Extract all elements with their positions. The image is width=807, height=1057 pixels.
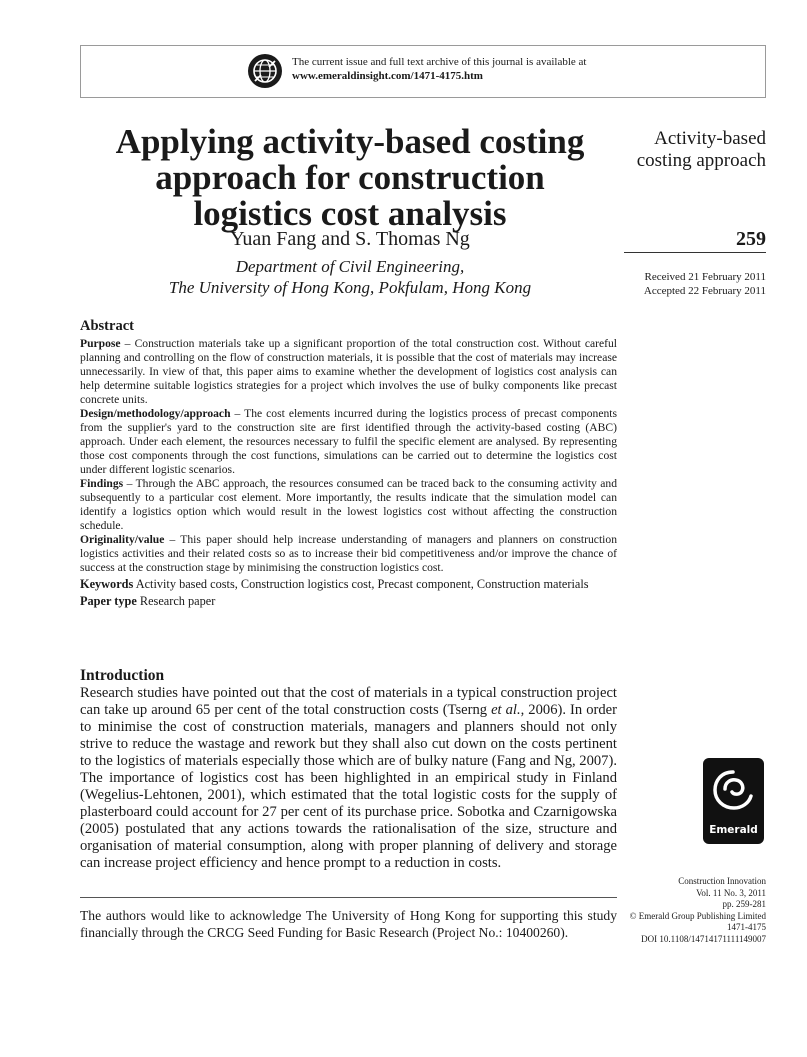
banner-line-1: The current issue and full text archive of this journal is available at	[292, 56, 587, 68]
title-line-2: approach for construction	[155, 158, 545, 197]
abstract-section	[80, 318, 617, 608]
received-date: Received 21 February 2011	[644, 271, 766, 283]
title-line-1: Applying activity-based costing	[115, 122, 585, 161]
intro-etal: et al.	[491, 702, 521, 718]
abstract-originality	[80, 533, 617, 575]
paper-type	[80, 594, 617, 608]
purpose-text: – Construction materials take up a significant proportion of the total construction cost. Without careful planning and controlling on the flow of construction materials, it is possible that the cost of materials may increase unnecessarily. In view of that, this paper aims to examine whether the development of logistics cost analysis can help determine suitable logistics strategies for a project which involves the use of bulky components like precast concrete units.	[80, 337, 617, 406]
journal-info	[630, 876, 766, 945]
authors: Yuan Fang and S. Thomas Ng	[230, 228, 470, 250]
findings-label: Findings	[80, 477, 124, 490]
keywords	[80, 577, 617, 591]
paper-title	[80, 124, 620, 232]
emerald-e-icon	[703, 758, 764, 820]
introduction-body	[80, 685, 617, 872]
journal-doi: DOI 10.1108/14714171111149007	[641, 933, 766, 944]
acknowledgement-footnote: The authors would like to acknowledge The University of Hong Kong for supporting this study financially through the CRCG Seed Funding for Basic Research (Project No.: 10400260).	[80, 908, 617, 940]
journal-name: Construction Innovation	[678, 876, 766, 886]
title-line-3: logistics cost analysis	[193, 194, 507, 233]
papertype-label: Paper type	[80, 594, 137, 608]
keywords-text: Activity based costs, Construction logistics cost, Precast component, Construction materials	[133, 577, 589, 591]
footnote-divider	[80, 897, 617, 898]
design-label: Design/methodology/approach	[80, 407, 231, 420]
banner-url-link[interactable]: www.emeraldinsight.com/1471-4175.htm	[292, 70, 483, 82]
findings-text: – Through the ABC approach, the resources consumed can be traced back to the consuming activity and subsequently to a particular cost element. More importantly, the results indicate that the simulation model can identify a logistics option which would result in the lowest logistics cost without affecting the construction schedule.	[80, 477, 617, 532]
abstract-findings	[80, 477, 617, 533]
affiliation-line-1: Department of Civil Engineering,	[235, 257, 465, 276]
emerald-globe-icon	[247, 53, 283, 89]
affiliation	[80, 256, 620, 298]
running-head	[637, 128, 766, 172]
page-number: 259	[736, 228, 766, 250]
introduction-heading: Introduction	[80, 667, 165, 684]
running-head-line-1: Activity-based	[654, 128, 766, 149]
running-head-line-2: costing approach	[636, 150, 766, 171]
affiliation-line-2: The University of Hong Kong, Pokfulam, Hong Kong	[168, 278, 532, 297]
banner-text	[292, 55, 586, 83]
side-divider	[624, 252, 766, 253]
purpose-label: Purpose	[80, 337, 121, 350]
journal-volume: Vol. 11 No. 3, 2011	[696, 887, 766, 898]
keywords-label: Keywords	[80, 577, 134, 591]
journal-pages: pp. 259-281	[722, 899, 766, 909]
journal-issn: 1471-4175	[727, 922, 766, 932]
papertype-text: Research paper	[136, 594, 216, 608]
emerald-logo-text: Emerald	[709, 824, 758, 836]
submission-dates	[644, 270, 766, 298]
design-text: – The cost elements incurred during the logistics process of precast components from the supplier's yard to the construction site are first identified through the activity-based costing (ABC) approach. Under each element, the resources necessary to fulfil the specific element are analysed. By representing those cost components through the cost functions, simulations can be carried out to determine the logistics cost under different logistic scenarios.	[80, 407, 617, 476]
journal-publisher: © Emerald Group Publishing Limited	[629, 910, 766, 921]
abstract-design	[80, 407, 617, 477]
intro-text-2: , 2006). In order to minimise the cost of construction materials, managers and planners should not only strive to reduce the wastage and rework but they shall also cut down on the costs pertinent to the logistics of materials especially those which are of bulky nature (Fang and Ng, 2007). The importance of logistics cost has been highlighted in an empirical study in Finland (Wegelius-Lehtonen, 2001), which estimated that the total logistic costs for the supply of plasterboard could account for 27 per cent of its purchase price. Sobotka and Czarnigowska (2005) postulated that any actions towards the rationalisation of the size, structure and organisation of material consumption, along with proper planning of delivery and storage can increase project efficiency and hence prompt to a reduction in costs.	[80, 702, 617, 871]
accepted-date: Accepted 22 February 2011	[643, 285, 766, 297]
abstract-purpose	[80, 337, 617, 407]
abstract-heading: Abstract	[80, 318, 134, 334]
intro-text-1: Research studies have pointed out that the cost of materials in a typical construction project can take up around 65 per cent of the total construction costs (Tserng	[80, 685, 617, 718]
originality-label: Originality/value	[80, 533, 165, 546]
originality-text: – This paper should help increase understanding of managers and planners on construction logistics activities and their related costs so as to increase their bid competitiveness and/or improve the chance of success at the construction stage by minimising the construction logistics cost.	[80, 533, 617, 574]
